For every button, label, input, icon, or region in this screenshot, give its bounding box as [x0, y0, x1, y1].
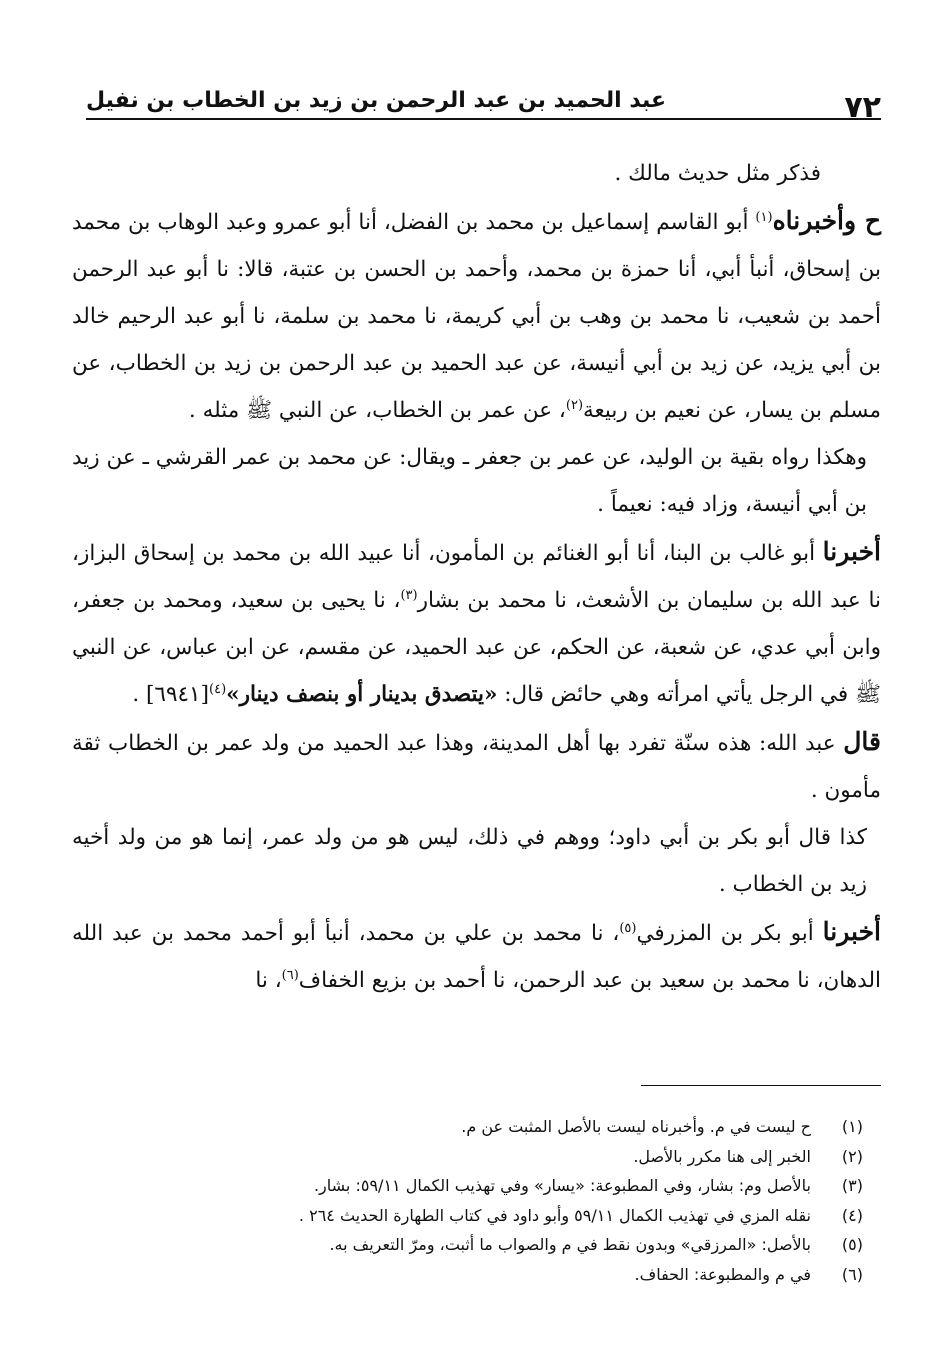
paragraph-6: كذا قال أبو بكر بن أبي داود؛ ووهم في ذلك، ليس هو من ولد عمر، إنما هو من ولد أخيه زيد بن الخطاب . — [72, 825, 867, 897]
footnote-number: (٥) — [841, 1235, 863, 1254]
footnote-number: (٤) — [841, 1205, 863, 1225]
paragraph-7-cont: ، نا محمد بن علي بن محمد، أنبأ أبو أحمد محمد بن عبد الله الدهان، نا محمد بن سعيد بن عبد الرحمن، نا أحمد بن بزيع الخفاف — [72, 921, 881, 993]
footnote-item — [80, 1230, 863, 1260]
paragraph-5 — [72, 718, 881, 814]
paragraph-2 — [72, 197, 881, 434]
footnote-ref-3: (٣) — [400, 587, 418, 603]
paragraph-2-text: أبو القاسم إسماعيل بن محمد بن الفضل، أنا أبو عمرو وعبد الوهاب بن محمد بن إسحاق، أنبأ أبي، أنا حمزة بن محمد، وأحمد بن الحسن بن عتبة، قالا: نا أبو عبد الرحمن أحمد بن شعيب، نا محمد بن وهب بن أبي كريمة، نا محمد بن سلمة، نا أبو عبد الرحيم خالد بن أبي يزيد، عن زيد بن أبي أنيسة، عن عبد الحميد بن عبد الرحمن بن زيد بن الخطاب، عن مسلم بن يسار، عن نعيم بن ربيعة — [72, 210, 881, 423]
footnote-ref-1: (١) — [755, 209, 773, 225]
footnote-item — [80, 1142, 863, 1172]
paragraph-4-text: أبو غالب بن البنا، أنا أبو الغنائم بن المأمون، أنا عبيد الله بن محمد بن إسحاق البزاز، نا عبد الله بن سليمان بن الأشعث، نا محمد بن بشار — [72, 541, 881, 613]
keyword-qala: قال — [843, 727, 881, 756]
footnote-ref-4: (٤) — [209, 681, 227, 697]
paragraph-5-text: عبد الله: هذه سنّة تفرد بها أهل المدينة، وهذا عبد الحميد من ولد عمر بن الخطاب ثقة مأمون . — [72, 731, 881, 803]
footnote-number: (٦) — [841, 1264, 863, 1284]
footnotes — [80, 1112, 863, 1289]
footnote-text: بالأصل وم: بشار، وفي المطبوعة: «يسار» وفي تهذيب الكمال ٥٩/١١: بشار. — [313, 1176, 811, 1195]
running-title: عبد الحميد بن عبد الرحمن بن زيد بن الخطاب بن نفيل — [86, 88, 667, 113]
footnote-text: نقله المزي في تهذيب الكمال ٥٩/١١ وأبو داود في كتاب الطهارة الحديث ٢٦٤ . — [298, 1205, 811, 1225]
footnote-number: (٣) — [841, 1176, 863, 1195]
footnote-text: في م والمطبوعة: الحفاف. — [634, 1264, 811, 1284]
hadith-number: [٦٩٤١] . — [132, 682, 209, 707]
paragraph-3: وهكذا رواه بقية بن الوليد، عن عمر بن جعفر ـ ويقال: عن محمد بن عمر القرشي ـ عن زيد بن أبي أنيسة، وزاد فيه: نعيماً . — [72, 445, 867, 517]
footnote-text: الخبر إلى هنا مكرر بالأصل. — [633, 1146, 811, 1166]
paragraph-2-end: ، عن عمر بن الخطاب، عن النبي ﷺ مثله . — [188, 398, 566, 423]
footnote-text: بالأصل: «المرزقي» وبدون نقط في م والصواب ما أثبت، ومرّ التعريف به. — [329, 1235, 811, 1254]
page-number: ٧٢ — [844, 90, 881, 125]
footnote-item — [80, 1112, 863, 1142]
paragraph-7-end: ، نا — [255, 968, 282, 993]
footnote-number: (١) — [841, 1117, 863, 1136]
keyword-akhbarana: أخبرنا — [822, 537, 881, 566]
page-header — [86, 72, 881, 125]
header-rule — [86, 118, 881, 120]
footnote-rule — [641, 1085, 881, 1086]
footnote-item — [80, 1201, 863, 1231]
footnote-item — [80, 1171, 863, 1201]
hadith-quote: «يتصدق بدينار أو بنصف دينار» — [226, 682, 498, 707]
keyword-akhbarana: أخبرنا — [822, 917, 881, 946]
footnote-item — [80, 1260, 863, 1290]
footnote-ref-2: (٢) — [565, 397, 584, 413]
footnote-ref-6: (٦) — [281, 967, 299, 983]
keyword-akhbarana: ح وأخبرناه — [772, 206, 881, 235]
footnote-text: ح ليست في م. وأخبرناه ليست بالأصل المثبت عن م. — [461, 1117, 811, 1136]
footnote-ref-5: (٥) — [619, 920, 637, 936]
main-text — [72, 150, 881, 1004]
paragraph-7 — [72, 908, 881, 1004]
footnote-number: (٢) — [841, 1146, 863, 1166]
paragraph-7-text: أبو بكر بن المزرفي — [636, 921, 823, 946]
paragraph-4 — [72, 528, 881, 718]
paragraph-4-cont: ، نا يحيى بن سعيد، ومحمد بن جعفر، وابن أبي عدي، عن شعبة، عن الحكم، عن عبد الحميد، عن مقسم، عن ابن عباس، عن النبي ﷺ في الرجل يأتي امرأته وهي حائض قال: — [72, 588, 881, 707]
paragraph-1: فذكر مثل حديث مالك . — [614, 161, 821, 186]
